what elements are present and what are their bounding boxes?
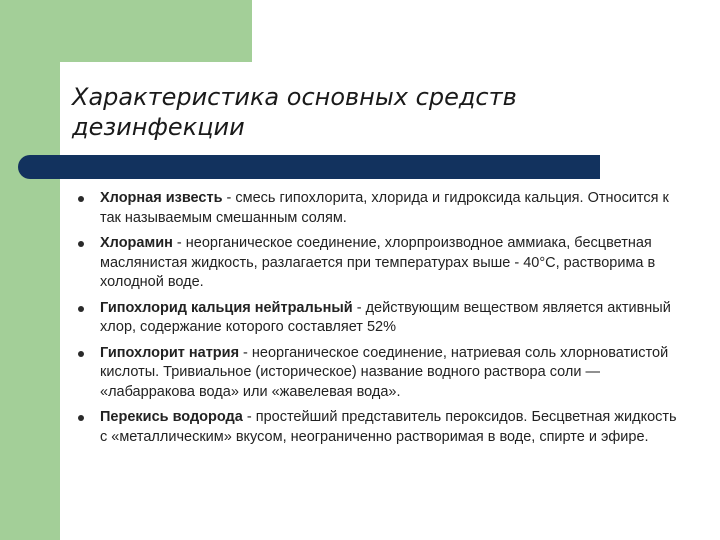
bullet-dot-icon xyxy=(78,196,84,202)
list-item xyxy=(78,299,678,338)
list-item xyxy=(78,234,678,293)
item-text: - смесь гипохлорита, хлорида и гидроксида кальция. Относится к так называемым смешанным солям. xyxy=(100,190,669,226)
item-text: - простейший представитель пероксидов. Бесцветная жидкость с «металлическим» вкусом, неограниченно растворимая в воде, спирте и эфире. xyxy=(100,409,677,445)
bullet-list xyxy=(78,189,678,453)
item-text: - неорганическое соединение, хлорпроизводное аммиака, бесцветная маслянистая жидкость, разлагается при температурах выше - 40°C, растворима в холодной воде. xyxy=(100,235,656,290)
list-item xyxy=(78,344,678,403)
list-item xyxy=(78,408,678,447)
accent-bar-left xyxy=(0,0,60,540)
item-term: Хлорная известь xyxy=(100,190,223,206)
bullet-dot-icon xyxy=(78,415,84,421)
list-item xyxy=(78,189,678,228)
item-term: Гипохлорит натрия xyxy=(100,344,240,361)
bullet-dot-icon xyxy=(78,306,84,312)
title-divider-bar xyxy=(18,155,600,179)
item-text: - неорганическое соединение, натриевая соль хлорноватистой кислоты. Тривиальное (историческое) название водного раствора соли — «лабарракова вода» или «жавелевая вода». xyxy=(100,344,669,400)
item-term: Хлорамин xyxy=(100,235,173,251)
bullet-dot-icon xyxy=(78,241,84,247)
slide-title: Характеристика основных средств дезинфекции xyxy=(72,83,517,141)
item-text: - действующим веществом является активный хлор, содержание которого составляет 52% xyxy=(100,299,671,335)
item-term: Перекись водорода xyxy=(100,409,243,425)
item-term: Гипохлорид кальция нейтральный xyxy=(100,299,353,316)
bullet-dot-icon xyxy=(78,351,84,357)
